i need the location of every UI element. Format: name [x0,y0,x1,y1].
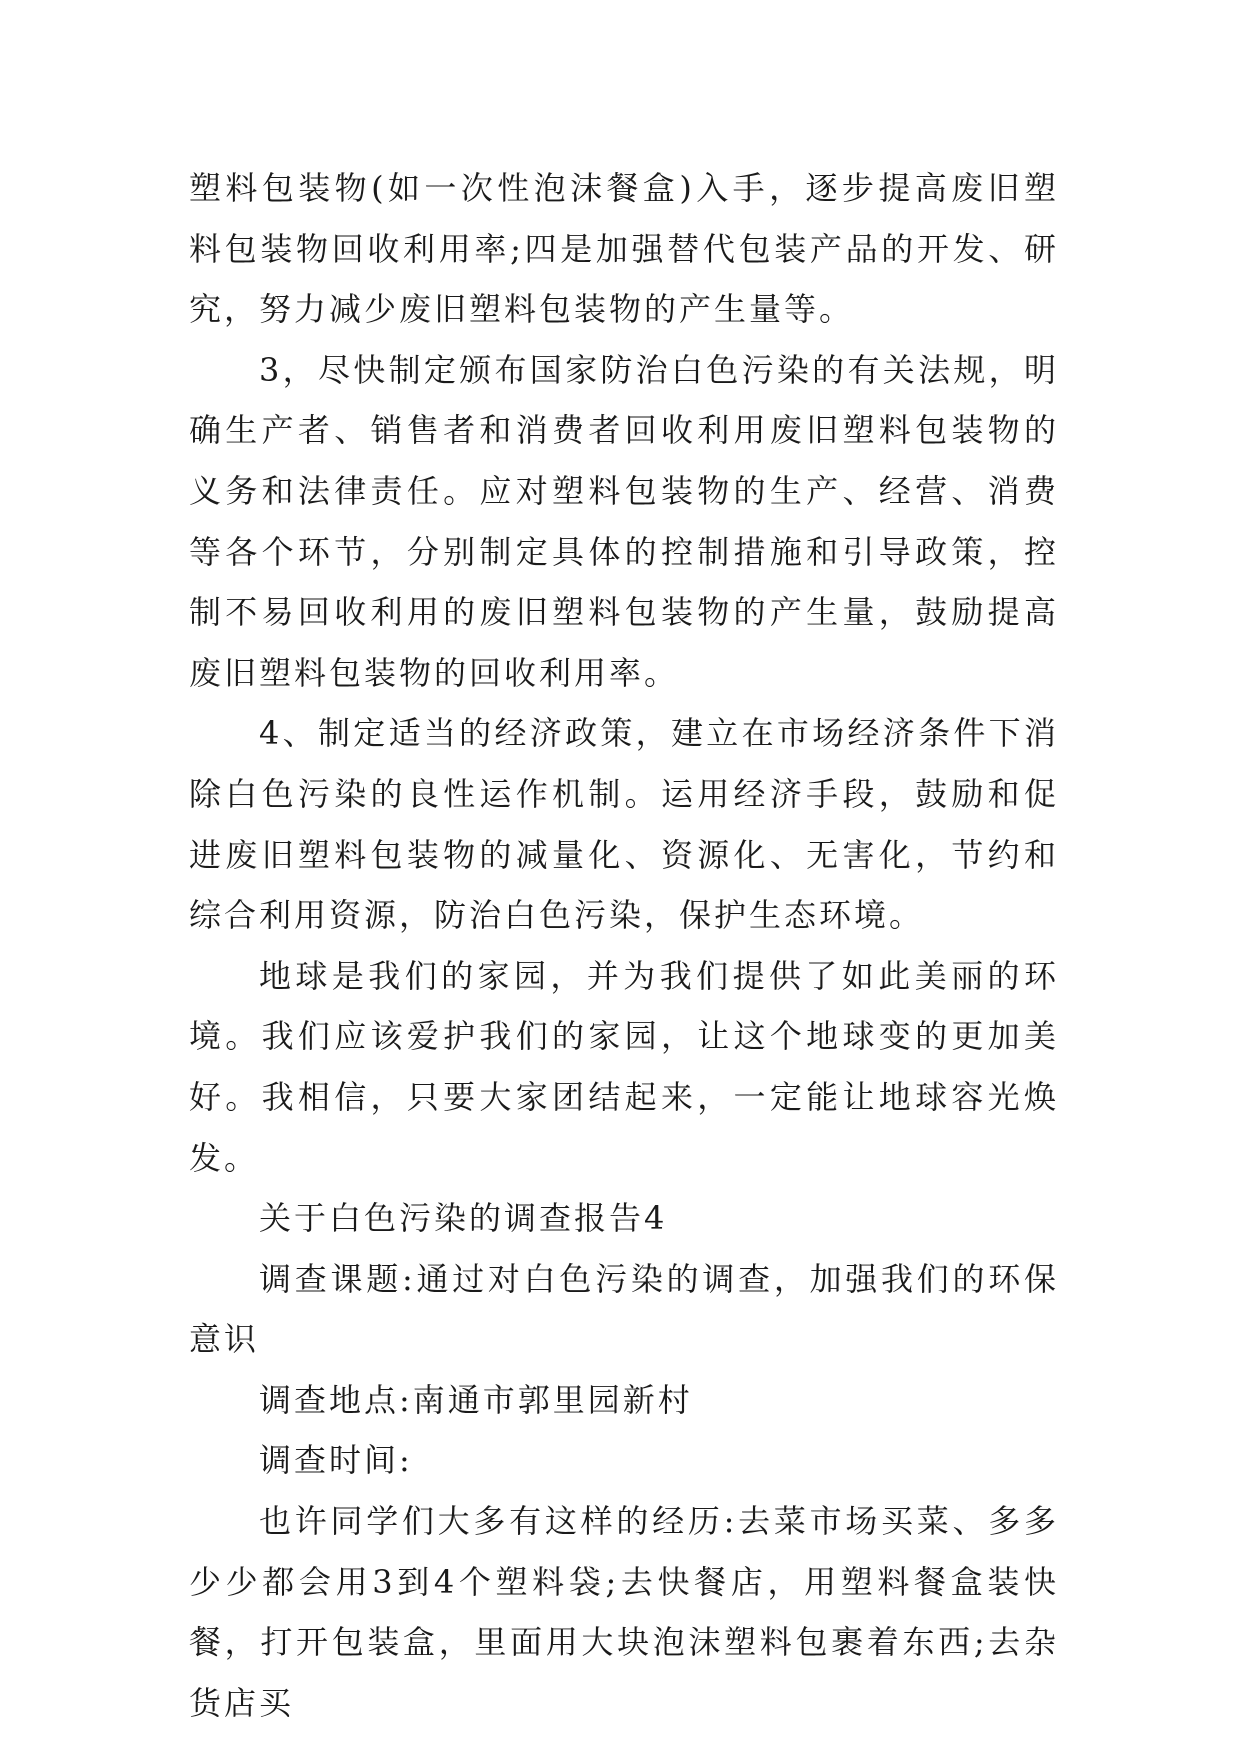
survey-time: 调查时间: [259,1441,413,1480]
paragraph-experience: 也许同学们大多有这样的经历:去菜市场买菜、多多少少都会用3到4个塑料袋;去快餐店，用塑料餐盒装快餐，打开包装盒，里面用大块泡沫塑料包裹着东西;去杂货店买 [189,1502,1059,1722]
paragraph-recycling-continued: 塑料包装物(如一次性泡沫餐盒)入手，逐步提高废旧塑料包装物回收利用率;四是加强替代包装产品的开发、研究，努力减少废旧塑料包装物的产生量等。 [189,169,1059,329]
paragraph-item-4-economic-policy: 4、制定适当的经济政策，建立在市场经济条件下消除白色污染的良性运作机制。运用经济手段，鼓励和促进废旧塑料包装物的减量化、资源化、无害化，节约和综合利用资源，防治白色污染，保护生态环境。 [189,714,1059,935]
survey-location: 调查地点:南通市郭里园新村 [259,1380,693,1419]
paragraph-earth-home: 地球是我们的家园，并为我们提供了如此美丽的环境。我们应该爱护我们的家园，让这个地球变的更加美好。我相信，只要大家团结起来，一定能让地球容光焕发。 [189,956,1059,1177]
document-body [189,158,1059,1733]
report-title: 关于白色污染的调查报告4 [259,1199,668,1238]
paragraph-item-3-regulations: 3，尽快制定颁布国家防治白色污染的有关法规，明确生产者、销售者和消费者回收利用废旧塑料包装物的义务和法律责任。应对塑料包装物的生产、经营、消费等各个环节，分别制定具体的控制措施和引导政策，控制不易回收利用的废旧塑料包装物的产生量，鼓励提高废旧塑料包装物的回收利用率。 [189,350,1059,692]
survey-topic: 调查课题:通过对白色污染的调查，加强我们的环保意识 [189,1259,1059,1359]
